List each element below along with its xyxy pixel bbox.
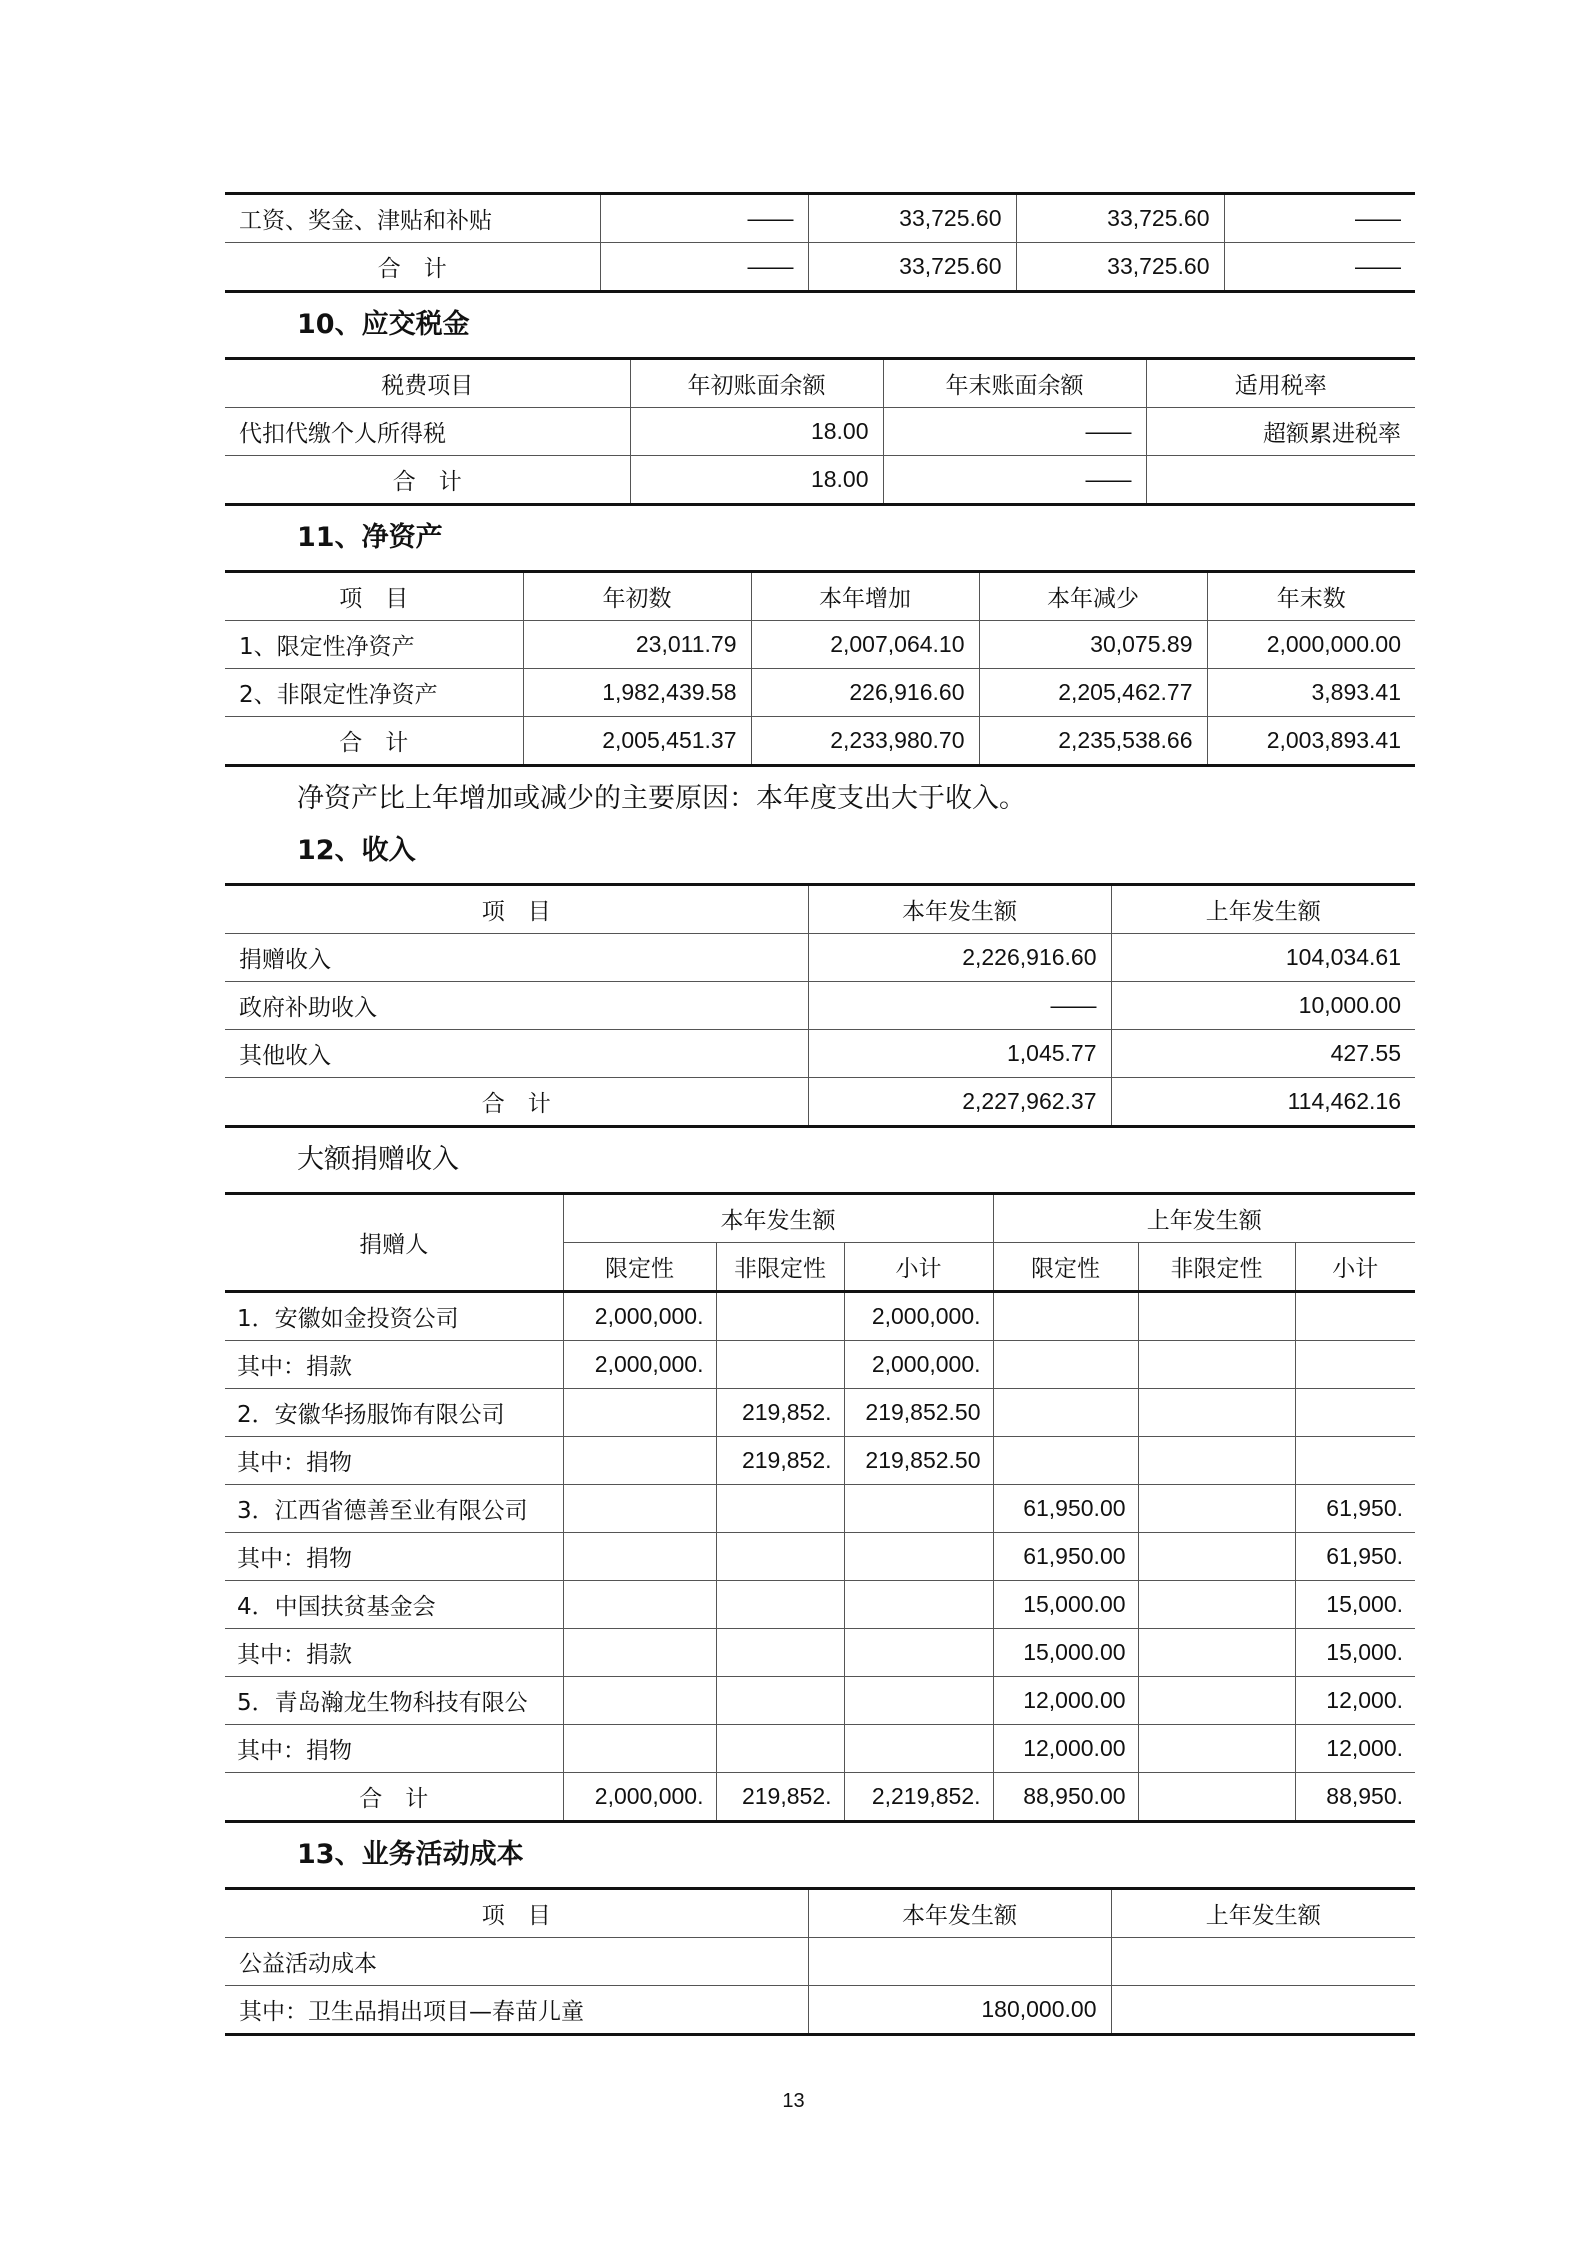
column-header: 捐赠人 (225, 1194, 563, 1292)
row-label: 2、非限定性净资产 (225, 669, 523, 717)
table-cell (563, 1485, 716, 1533)
table-row (225, 1030, 1415, 1078)
donation-rows (225, 1292, 1415, 1822)
table-cell: 33,725.60 (1016, 194, 1224, 243)
table-cell (844, 1485, 993, 1533)
table-cell (1138, 1773, 1295, 1822)
row-label: 公益活动成本 (225, 1938, 808, 1986)
section-heading: 12、收入 (297, 835, 416, 866)
table-cell: 33,725.60 (808, 194, 1016, 243)
table-row-total (225, 456, 1415, 505)
table-row (225, 669, 1415, 717)
table-cell (716, 1725, 844, 1773)
column-header: 限定性 (993, 1243, 1138, 1292)
table-cell: 219,852.50 (844, 1389, 993, 1437)
table-cell: 33,725.60 (808, 243, 1016, 292)
table-cell: 2,000,000. (563, 1341, 716, 1389)
donations-table (225, 1192, 1415, 1823)
column-header: 本年发生额 (808, 885, 1111, 934)
row-label: 捐赠收入 (225, 934, 808, 982)
table-cell: 18.00 (630, 456, 883, 505)
table-row-total (225, 243, 1415, 292)
table-row (225, 1533, 1415, 1581)
table-cell (844, 1629, 993, 1677)
table-header-row (225, 885, 1415, 934)
table-header-row (225, 1194, 1415, 1243)
table-row (225, 1938, 1415, 1986)
column-header: 本年减少 (979, 572, 1207, 621)
row-label: 5．青岛瀚龙生物科技有限公 (225, 1677, 563, 1725)
table-cell (844, 1581, 993, 1629)
table-cell (1111, 1986, 1415, 2035)
column-header: 年初数 (523, 572, 751, 621)
column-header: 本年发生额 (808, 1889, 1111, 1938)
table-cell: 2,000,000.00 (1207, 621, 1415, 669)
table-cell (1138, 1485, 1295, 1533)
table-cell (993, 1437, 1138, 1485)
activity-cost-table (225, 1887, 1415, 2036)
row-label: 合 计 (225, 243, 600, 292)
net-assets-table (225, 570, 1415, 767)
table-row (225, 408, 1415, 456)
page-number: 13 (782, 2090, 805, 2112)
row-label: 其中：捐物 (225, 1725, 563, 1773)
row-label: 1．安徽如金投资公司 (225, 1292, 563, 1341)
section-heading: 10、应交税金 (297, 309, 470, 340)
table-header-row (225, 1889, 1415, 1938)
table-cell (563, 1725, 716, 1773)
net-assets-note: 净资产比上年增加或减少的主要原因：本年度支出大于收入。 (297, 783, 1026, 814)
section-heading: 11、净资产 (297, 522, 443, 553)
table-cell (1295, 1292, 1415, 1341)
table-cell: 15,000.00 (993, 1581, 1138, 1629)
row-label: 2．安徽华扬服饰有限公司 (225, 1389, 563, 1437)
table-row (225, 1629, 1415, 1677)
table-row (225, 1677, 1415, 1725)
table-cell: 12,000. (1295, 1677, 1415, 1725)
table-cell (993, 1341, 1138, 1389)
table-row (225, 621, 1415, 669)
row-label: 其他收入 (225, 1030, 808, 1078)
table-cell: 15,000. (1295, 1581, 1415, 1629)
row-label: 其中：捐款 (225, 1629, 563, 1677)
table-row (225, 1437, 1415, 1485)
table-cell (716, 1677, 844, 1725)
table-cell: 18.00 (630, 408, 883, 456)
column-header: 上年发生额 (1111, 885, 1415, 934)
table-cell: 88,950.00 (993, 1773, 1138, 1822)
table-cell: 15,000.00 (993, 1629, 1138, 1677)
row-label: 合 计 (225, 717, 523, 766)
row-label: 其中：捐款 (225, 1341, 563, 1389)
table-cell: 180,000.00 (808, 1986, 1111, 2035)
section-heading: 13、业务活动成本 (297, 1839, 524, 1870)
row-label: 合 计 (225, 456, 630, 505)
tax-table (225, 357, 1415, 506)
table-cell: 61,950. (1295, 1485, 1415, 1533)
table-cell (716, 1341, 844, 1389)
table-cell: 104,034.61 (1111, 934, 1415, 982)
table-cell: 219,852. (716, 1437, 844, 1485)
table-cell: —— (1224, 243, 1415, 292)
table-cell (1295, 1437, 1415, 1485)
table-cell (844, 1725, 993, 1773)
table-cell (1295, 1341, 1415, 1389)
column-header: 项 目 (225, 885, 808, 934)
row-label: 代扣代缴个人所得税 (225, 408, 630, 456)
table-cell: 2,000,000. (563, 1292, 716, 1341)
column-header: 上年发生额 (993, 1194, 1415, 1243)
column-header: 小计 (1295, 1243, 1415, 1292)
table-cell: —— (600, 243, 808, 292)
table-cell: 2,000,000. (844, 1292, 993, 1341)
column-header: 项 目 (225, 1889, 808, 1938)
table-cell: 2,226,916.60 (808, 934, 1111, 982)
table-cell: 2,003,893.41 (1207, 717, 1415, 766)
table-cell (1138, 1437, 1295, 1485)
table-cell: 2,000,000. (563, 1773, 716, 1822)
table-cell: —— (808, 982, 1111, 1030)
table-cell (563, 1437, 716, 1485)
wage-table (225, 192, 1415, 293)
table-cell: 30,075.89 (979, 621, 1207, 669)
table-row (225, 1389, 1415, 1437)
table-cell (1138, 1389, 1295, 1437)
table-cell (844, 1677, 993, 1725)
table-cell: —— (1224, 194, 1415, 243)
table-header-row (225, 572, 1415, 621)
table-cell: 12,000.00 (993, 1725, 1138, 1773)
table-cell (563, 1629, 716, 1677)
page-content (225, 192, 1415, 2036)
table-cell: 2,205,462.77 (979, 669, 1207, 717)
table-row-total (225, 1078, 1415, 1127)
table-cell: 219,852. (716, 1389, 844, 1437)
table-cell (1138, 1292, 1295, 1341)
table-cell (716, 1485, 844, 1533)
row-label: 工资、奖金、津贴和补贴 (225, 194, 600, 243)
section-heading: 大额捐赠收入 (297, 1144, 459, 1175)
table-cell: 61,950.00 (993, 1533, 1138, 1581)
table-cell (1138, 1629, 1295, 1677)
row-label: 其中：捐物 (225, 1533, 563, 1581)
table-cell: —— (883, 456, 1146, 505)
table-cell (1138, 1725, 1295, 1773)
column-header: 年初账面余额 (630, 359, 883, 408)
table-cell: 219,852.50 (844, 1437, 993, 1485)
table-cell: 61,950.00 (993, 1485, 1138, 1533)
table-cell: 2,007,064.10 (751, 621, 979, 669)
table-cell: —— (600, 194, 808, 243)
table-row (225, 1485, 1415, 1533)
table-cell (563, 1581, 716, 1629)
table-cell: 1,982,439.58 (523, 669, 751, 717)
column-header: 年末数 (1207, 572, 1415, 621)
table-cell: 88,950. (1295, 1773, 1415, 1822)
table-cell: 2,235,538.66 (979, 717, 1207, 766)
column-header: 非限定性 (1138, 1243, 1295, 1292)
table-row (225, 1986, 1415, 2035)
column-header: 限定性 (563, 1243, 716, 1292)
row-label: 合 计 (225, 1773, 563, 1822)
table-cell (1138, 1533, 1295, 1581)
table-cell: 427.55 (1111, 1030, 1415, 1078)
table-cell: 2,005,451.37 (523, 717, 751, 766)
table-cell (1138, 1581, 1295, 1629)
table-cell (1146, 456, 1415, 505)
table-cell: 1,045.77 (808, 1030, 1111, 1078)
table-row (225, 982, 1415, 1030)
column-header: 上年发生额 (1111, 1889, 1415, 1938)
table-cell: 219,852. (716, 1773, 844, 1822)
table-cell: 3,893.41 (1207, 669, 1415, 717)
column-header: 项 目 (225, 572, 523, 621)
column-header: 适用税率 (1146, 359, 1415, 408)
table-cell: 2,219,852. (844, 1773, 993, 1822)
table-cell (808, 1938, 1111, 1986)
table-cell: 12,000. (1295, 1725, 1415, 1773)
table-cell (716, 1581, 844, 1629)
table-cell: 10,000.00 (1111, 982, 1415, 1030)
table-cell: 114,462.16 (1111, 1078, 1415, 1127)
table-cell (1111, 1938, 1415, 1986)
table-cell (1295, 1389, 1415, 1437)
row-label: 1、限定性净资产 (225, 621, 523, 669)
table-cell: 2,000,000. (844, 1341, 993, 1389)
income-table (225, 883, 1415, 1128)
table-header-row (225, 359, 1415, 408)
table-cell: —— (883, 408, 1146, 456)
table-cell: 23,011.79 (523, 621, 751, 669)
table-row (225, 1581, 1415, 1629)
row-label: 其中：卫生品捐出项目—春苗儿童 (225, 1986, 808, 2035)
table-cell (1138, 1677, 1295, 1725)
table-cell (844, 1533, 993, 1581)
row-label: 4．中国扶贫基金会 (225, 1581, 563, 1629)
table-row (225, 194, 1415, 243)
table-row (225, 934, 1415, 982)
table-cell (993, 1292, 1138, 1341)
table-cell: 2,227,962.37 (808, 1078, 1111, 1127)
row-label: 政府补助收入 (225, 982, 808, 1030)
table-cell: 超额累进税率 (1146, 408, 1415, 456)
table-cell (563, 1533, 716, 1581)
column-header: 年末账面余额 (883, 359, 1146, 408)
table-cell (993, 1389, 1138, 1437)
row-label: 合 计 (225, 1078, 808, 1127)
table-cell: 226,916.60 (751, 669, 979, 717)
table-row-total (225, 717, 1415, 766)
column-header: 非限定性 (716, 1243, 844, 1292)
column-header: 税费项目 (225, 359, 630, 408)
table-row-total (225, 1773, 1415, 1822)
table-row (225, 1292, 1415, 1341)
column-header: 小计 (844, 1243, 993, 1292)
table-cell: 61,950. (1295, 1533, 1415, 1581)
table-cell: 15,000. (1295, 1629, 1415, 1677)
table-cell: 12,000.00 (993, 1677, 1138, 1725)
table-row (225, 1341, 1415, 1389)
table-cell (716, 1533, 844, 1581)
row-label: 3．江西省德善至业有限公司 (225, 1485, 563, 1533)
table-cell (563, 1677, 716, 1725)
table-row (225, 1725, 1415, 1773)
column-header: 本年发生额 (563, 1194, 993, 1243)
row-label: 其中：捐物 (225, 1437, 563, 1485)
table-cell: 2,233,980.70 (751, 717, 979, 766)
table-cell (563, 1389, 716, 1437)
table-cell (1138, 1341, 1295, 1389)
table-cell (716, 1629, 844, 1677)
table-cell: 33,725.60 (1016, 243, 1224, 292)
column-header: 本年增加 (751, 572, 979, 621)
table-cell (716, 1292, 844, 1341)
